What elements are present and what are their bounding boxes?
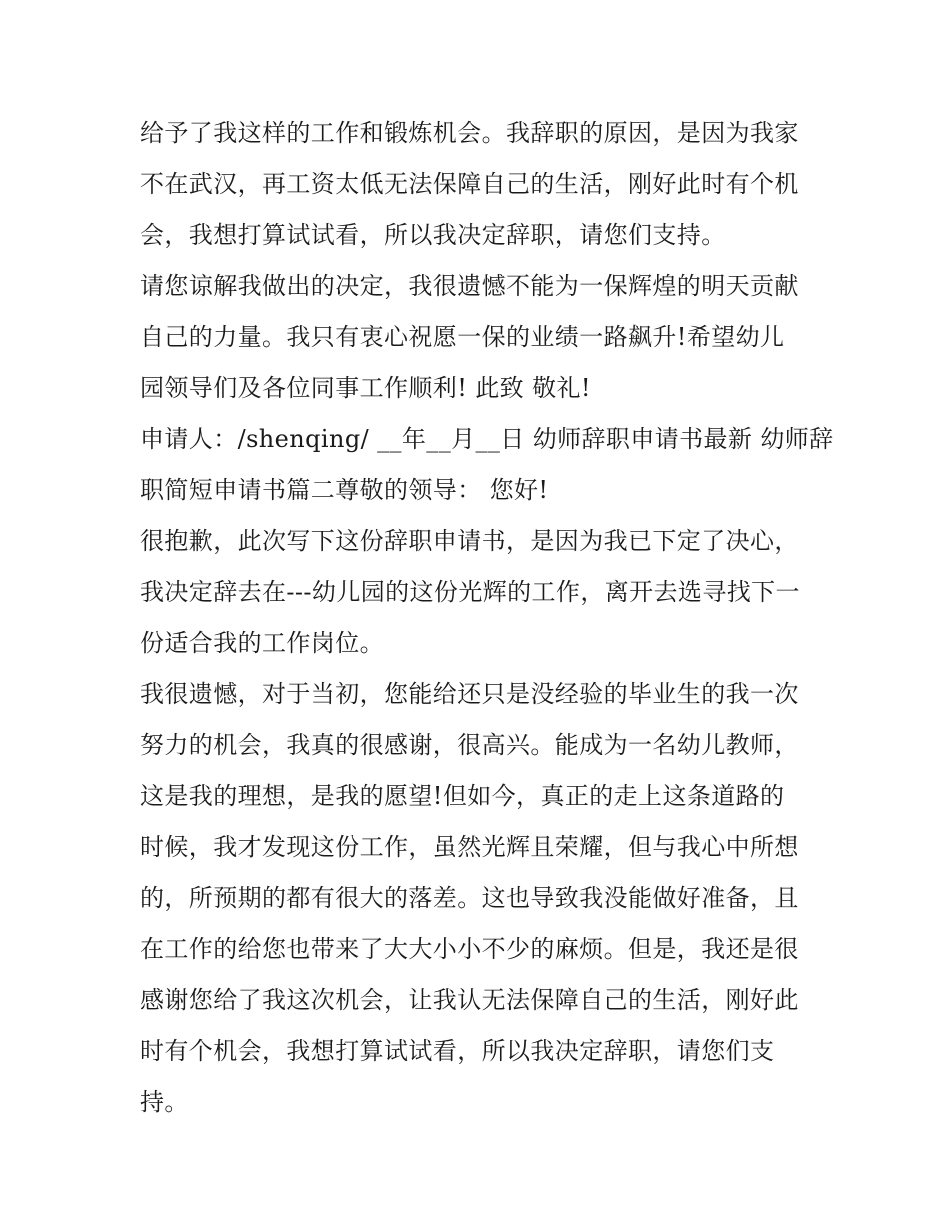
- text-line: 请您谅解我做出的决定，我很遗憾不能为一保辉煌的明天贡献: [140, 272, 799, 300]
- text-line: 感谢您给了我这次机会，让我认无法保障自己的生活，刚好此: [140, 986, 799, 1014]
- text-line: 时候，我才发现这份工作，虽然光辉且荣耀，但与我心中所想: [140, 833, 799, 861]
- text-line: 很抱歉，此次写下这份辞职申请书，是因为我已下定了决心，: [140, 527, 799, 555]
- text-line: 职简短申请书篇二尊敬的领导： 您好!: [140, 476, 549, 504]
- text-line: 会，我想打算试试看，所以我决定辞职，请您们支持。: [140, 221, 726, 249]
- text-line: 我决定辞去在---幼儿园的这份光辉的工作，离开去选寻找下一: [140, 578, 800, 606]
- document-body: [140, 108, 834, 1128]
- text-line: 我很遗憾，对于当初，您能给还只是没经验的毕业生的我一次: [140, 680, 799, 708]
- text-line: 在工作的给您也带来了大大小小不少的麻烦。但是，我还是很: [140, 935, 799, 963]
- text-line: 努力的机会，我真的很感谢，很高兴。能成为一名幼儿教师，: [140, 731, 799, 759]
- text-line: 的，所预期的都有很大的落差。这也导致我没能做好准备，且: [140, 884, 799, 912]
- text-line: 申请人：/shenqing/ __年__月__日 幼师辞职申请书最新 幼师辞: [140, 425, 834, 453]
- text-line: 园领导们及各位同事工作顺利! 此致 敬礼!: [140, 374, 591, 402]
- text-line: 自己的力量。我只有衷心祝愿一保的业绩一路飙升!希望幼儿: [140, 323, 785, 351]
- text-line: 这是我的理想，是我的愿望!但如今，真正的走上这条道路的: [140, 782, 785, 810]
- text-line: 不在武汉，再工资太低无法保障自己的生活，刚好此时有个机: [140, 170, 799, 198]
- text-line: 时有个机会，我想打算试试看，所以我决定辞职，请您们支: [140, 1037, 775, 1065]
- text-line: 份适合我的工作岗位。: [140, 629, 384, 657]
- text-line: 给予了我这样的工作和锻炼机会。我辞职的原因，是因为我家: [140, 119, 799, 147]
- text-line: 持。: [140, 1088, 189, 1116]
